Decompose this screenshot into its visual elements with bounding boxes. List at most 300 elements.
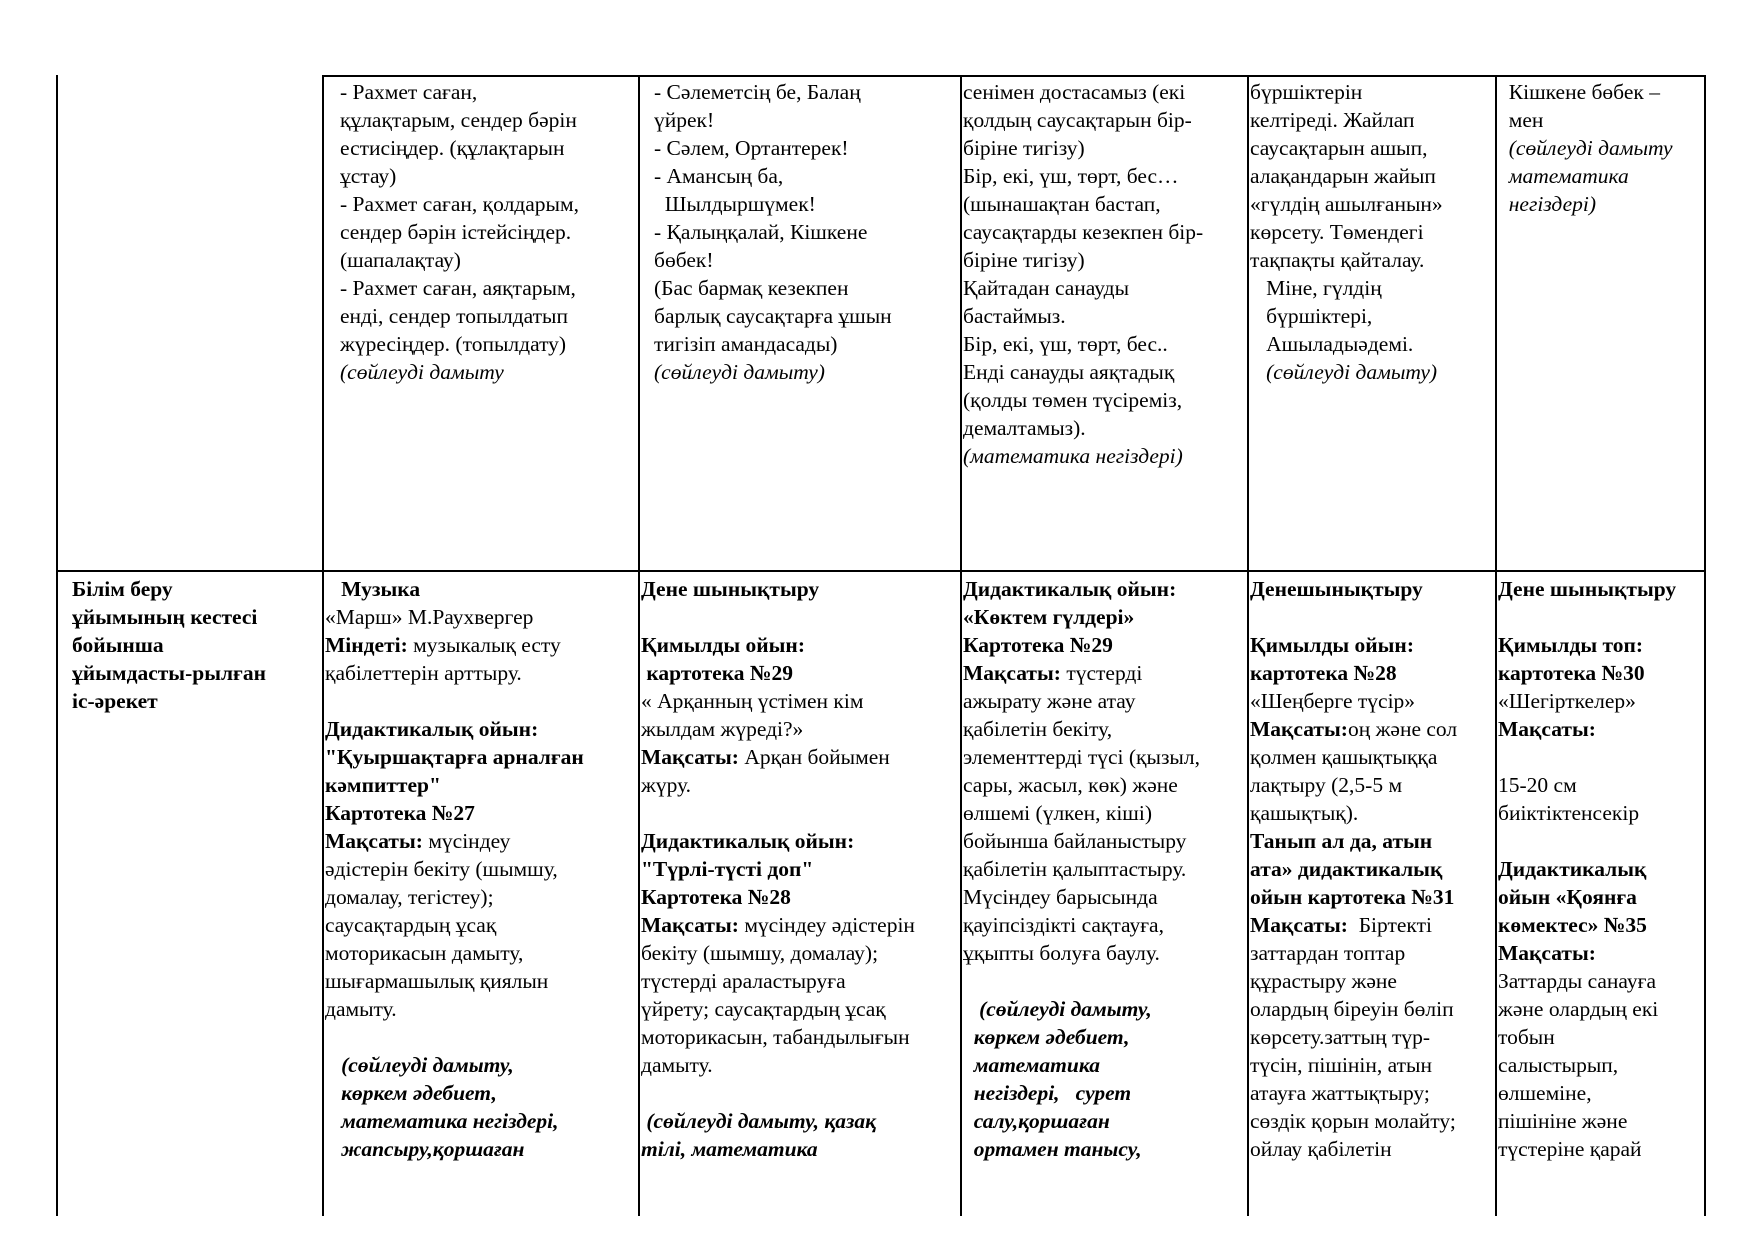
cell-line <box>325 603 636 631</box>
cell-line <box>72 687 318 715</box>
text-run: енді, сендер топылдатып <box>340 304 568 328</box>
cell-line <box>654 162 956 190</box>
cell-line <box>325 1079 636 1107</box>
cell-line <box>325 1135 636 1163</box>
cell-line <box>1250 659 1493 687</box>
text-run: Қимылды топ: <box>1498 633 1644 657</box>
cell-line <box>641 855 958 883</box>
cell-line <box>963 106 1245 134</box>
text-run: көмектес» №35 <box>1498 913 1647 937</box>
text-run: "Қуыршақтарға арналған <box>325 745 584 769</box>
cell-line <box>963 771 1245 799</box>
cell-line <box>1250 106 1493 134</box>
table-cell <box>1250 78 1493 566</box>
cell-line <box>1250 1107 1493 1135</box>
cell-line <box>1498 799 1702 827</box>
text-run: Ашыладыәдемі. <box>1250 332 1414 356</box>
text-run: әдістерін бекіту (шымшу, <box>325 857 558 881</box>
cell-line <box>1498 883 1702 911</box>
text-run: ұйымының кестесі <box>72 605 258 629</box>
cell-line <box>963 659 1245 687</box>
text-run: саусақтардың ұсақ <box>325 913 497 937</box>
text-run: (шапалақтау) <box>340 248 461 272</box>
text-run: біріне тигізу) <box>963 248 1085 272</box>
cell-line <box>1498 827 1702 855</box>
cell-line <box>963 1135 1245 1163</box>
text-run: сары, жасыл, көк) және <box>963 773 1178 797</box>
cell-line <box>963 883 1245 911</box>
text-run: салыстырып, <box>1498 1053 1619 1077</box>
cell-line <box>325 1051 636 1079</box>
text-run: ойлау қабілетін <box>1250 1137 1392 1161</box>
text-run: үйрек! <box>654 108 715 132</box>
text-run: тигізіп амандасады) <box>654 332 838 356</box>
text-run: математика <box>963 1053 1100 1077</box>
table-cell <box>1250 575 1493 1215</box>
text-run: кәмпиттер" <box>325 773 441 797</box>
cell-line <box>1250 190 1493 218</box>
cell-line <box>963 78 1245 106</box>
cell-line <box>1250 78 1493 106</box>
cell-line <box>325 659 636 687</box>
cell-line <box>1498 1051 1702 1079</box>
table-cell <box>1498 575 1702 1215</box>
text-run: іс-әрекет <box>72 689 158 713</box>
cell-line <box>1498 995 1702 1023</box>
table-cell <box>963 78 1245 566</box>
text-run: олардың біреуін бөліп <box>1250 997 1454 1021</box>
cell-line <box>963 687 1245 715</box>
cell-line <box>1498 575 1702 603</box>
text-run: түстеріне қарай <box>1498 1137 1642 1161</box>
cell-line <box>963 743 1245 771</box>
text-run: жүресіңдер. (топылдату) <box>340 332 567 356</box>
text-run: (сөйлеуді дамыту) <box>1250 360 1438 384</box>
cell-line <box>325 855 636 883</box>
text-run: «Марш» М.Раухвергер <box>325 605 534 629</box>
cell-line <box>963 442 1245 470</box>
text-run: Мақсаты: <box>641 745 739 769</box>
text-run: 15-20 см <box>1498 773 1577 797</box>
cell-line <box>654 302 956 330</box>
cell-line <box>325 939 636 967</box>
cell-line <box>1498 771 1702 799</box>
cell-line <box>1250 743 1493 771</box>
cell-line <box>641 967 958 995</box>
cell-line <box>641 659 958 687</box>
cell-line <box>963 190 1245 218</box>
text-run: мүсіндеу әдістерін <box>738 913 915 937</box>
cell-line <box>1250 274 1493 302</box>
cell-line <box>325 827 636 855</box>
cell-line <box>641 743 958 771</box>
cell-line <box>963 855 1245 883</box>
text-run: түстерді <box>1060 661 1143 685</box>
cell-line <box>340 134 634 162</box>
cell-line <box>340 78 634 106</box>
cell-line <box>1498 1135 1702 1163</box>
text-run: қабілетін қалыптастыру. <box>963 857 1187 881</box>
cell-line <box>1250 855 1493 883</box>
cell-line <box>1250 939 1493 967</box>
text-run: Міне, гүлдің <box>1250 276 1382 300</box>
text-run: - Амансың ба, <box>654 164 784 188</box>
table-cell <box>340 78 634 566</box>
cell-line <box>641 771 958 799</box>
cell-line <box>963 1079 1245 1107</box>
cell-line <box>1250 1079 1493 1107</box>
cell-line <box>641 827 958 855</box>
text-run: қолмен қашықтыққа <box>1250 745 1438 769</box>
text-run: Дене шынықтыру <box>641 577 820 601</box>
text-run: ата» дидактикалық <box>1250 857 1443 881</box>
text-run: Мүсіндеу барысында <box>963 885 1158 909</box>
text-run: барлық саусақтарға ұшын <box>654 304 892 328</box>
text-run: Шылдыршүмек! <box>654 192 816 216</box>
text-run: Заттарды санауға <box>1498 969 1656 993</box>
text-run: «Шегірткелер» <box>1498 689 1636 713</box>
cell-line <box>963 575 1245 603</box>
cell-line <box>1498 106 1702 134</box>
text-run: бойынша байланыстыру <box>963 829 1187 853</box>
text-run: сендер бәрін істейсіңдер. <box>340 220 572 244</box>
text-run: «Көктем гүлдері» <box>963 605 1135 629</box>
text-run: қолдың саусақтарын бір- <box>963 108 1192 132</box>
text-run: Мақсаты: <box>325 829 423 853</box>
text-run: үйрету; саусақтардың ұсақ <box>641 997 886 1021</box>
text-run: математика <box>1498 164 1629 188</box>
text-run: атауға жаттықтыру; <box>1250 1081 1430 1105</box>
cell-line <box>963 1051 1245 1079</box>
cell-line <box>654 330 956 358</box>
text-run: естисіңдер. (құлақтарын <box>340 136 565 160</box>
cell-line <box>1250 687 1493 715</box>
text-run: «гүлдің ашылғанын» <box>1250 192 1443 216</box>
cell-line <box>340 274 634 302</box>
text-run: тақпақты қайталау. <box>1250 248 1425 272</box>
cell-line <box>340 218 634 246</box>
text-run: негіздері) <box>1498 192 1596 216</box>
cell-line <box>1498 659 1702 687</box>
text-run: ойын картотека №31 <box>1250 885 1455 909</box>
text-run: Мақсаты: <box>963 661 1061 685</box>
cell-line <box>1498 715 1702 743</box>
cell-line <box>641 715 958 743</box>
cell-line <box>1250 715 1493 743</box>
text-run: саусақтарын ашып, <box>1250 136 1428 160</box>
text-run: ортамен танысу, <box>963 1137 1142 1161</box>
text-run: Денешынықтыру <box>1250 577 1423 601</box>
text-run: Дене шынықтыру <box>1498 577 1677 601</box>
text-run: моторикасын, табандылығын <box>641 1025 910 1049</box>
table-cell <box>1498 78 1702 566</box>
text-run: Дидактикалық ойын: <box>325 717 539 741</box>
cell-line <box>963 939 1245 967</box>
cell-line <box>325 995 636 1023</box>
text-run: көркем әдебиет, <box>963 1025 1130 1049</box>
text-run: шығармашылық қиялын <box>325 969 549 993</box>
column-divider-1 <box>322 75 324 1216</box>
cell-line <box>340 330 634 358</box>
table-border-top <box>322 75 1706 77</box>
text-run: - Рахмет саған, аяқтарым, <box>340 276 576 300</box>
cell-line <box>963 631 1245 659</box>
text-run: негіздері, сурет <box>963 1081 1132 1105</box>
cell-line <box>963 715 1245 743</box>
text-run: ұқыпты болуға баулу. <box>963 941 1160 965</box>
cell-line <box>963 414 1245 442</box>
text-run: (Бас бармақ кезекпен <box>654 276 849 300</box>
cell-line <box>340 246 634 274</box>
cell-line <box>963 1107 1245 1135</box>
cell-line <box>1250 218 1493 246</box>
cell-line <box>325 799 636 827</box>
cell-line <box>325 911 636 939</box>
cell-line <box>1498 855 1702 883</box>
text-run: Мақсаты: <box>1250 913 1348 937</box>
text-run: картотека №28 <box>1250 661 1397 685</box>
cell-line <box>1250 799 1493 827</box>
cell-line <box>641 1023 958 1051</box>
cell-line <box>1498 603 1702 631</box>
text-run: өлшеміне, <box>1498 1081 1592 1105</box>
text-run: сенімен достасамыз (екі <box>963 80 1186 104</box>
cell-line <box>1498 743 1702 771</box>
cell-line <box>963 162 1245 190</box>
text-run: біріне тигізу) <box>963 136 1085 160</box>
text-run: «Шеңберге түсір» <box>1250 689 1416 713</box>
text-run: Мақсаты: <box>1498 717 1596 741</box>
cell-line <box>340 190 634 218</box>
cell-line <box>1250 1023 1493 1051</box>
text-run: көрсету.заттың түр- <box>1250 1025 1431 1049</box>
text-run: жүру. <box>641 773 692 797</box>
cell-line <box>325 1023 636 1051</box>
table-cell <box>654 78 956 566</box>
cell-line <box>1250 827 1493 855</box>
cell-line <box>641 1051 958 1079</box>
cell-line <box>325 687 636 715</box>
text-run: тілі, математика <box>641 1137 818 1161</box>
cell-line <box>963 911 1245 939</box>
cell-line <box>325 883 636 911</box>
text-run: дамыту. <box>641 1053 713 1077</box>
cell-line <box>963 246 1245 274</box>
cell-line <box>1498 939 1702 967</box>
cell-line <box>1498 1107 1702 1135</box>
text-run: сөздік қорын молайту; <box>1250 1109 1456 1133</box>
table-cell <box>641 575 958 1215</box>
text-run: қашықтық). <box>1250 801 1359 825</box>
text-run: (сөйлеуді дамыту, <box>325 1053 514 1077</box>
column-divider-4 <box>1247 75 1249 1216</box>
cell-line <box>1250 883 1493 911</box>
cell-line <box>963 995 1245 1023</box>
cell-line <box>325 771 636 799</box>
text-run: бойынша <box>72 633 164 657</box>
cell-line <box>1250 302 1493 330</box>
text-run: - Қалыңқалай, Кішкене <box>654 220 868 244</box>
cell-line <box>641 799 958 827</box>
text-run: жылдам жүреді?» <box>641 717 804 741</box>
cell-line <box>325 715 636 743</box>
text-run: (математика негіздері) <box>963 444 1183 468</box>
table-cell <box>72 575 318 1215</box>
text-run: қабілеттерін арттыру. <box>325 661 522 685</box>
cell-line <box>963 603 1245 631</box>
cell-line <box>1250 771 1493 799</box>
text-run: картотека №30 <box>1498 661 1645 685</box>
text-run: қабілетін бекіту, <box>963 717 1113 741</box>
cell-line <box>340 162 634 190</box>
text-run: Мақсаты: <box>641 913 739 937</box>
cell-line <box>963 330 1245 358</box>
text-run: музыкалық есту <box>407 633 561 657</box>
text-run: Міндеті: <box>325 633 408 657</box>
text-run: Дидактикалық <box>1498 857 1647 881</box>
text-run: ойын «Қоянға <box>1498 885 1637 909</box>
text-run: оң және сол <box>1347 717 1458 741</box>
text-run: Біртекті <box>1347 913 1432 937</box>
cell-line <box>1250 1135 1493 1163</box>
text-run: картотека №29 <box>641 661 794 685</box>
text-run: түсін, пішінін, атын <box>1250 1053 1432 1077</box>
cell-line <box>1250 1051 1493 1079</box>
cell-line <box>1250 995 1493 1023</box>
cell-line <box>72 575 318 603</box>
cell-line <box>1250 134 1493 162</box>
text-run: (сөйлеуді дамыту, <box>963 997 1152 1021</box>
text-run: Кішкене бөбек – <box>1498 80 1660 104</box>
text-run: Бір, екі, үш, төрт, бес.. <box>963 332 1168 356</box>
text-run: математика негіздері, <box>325 1109 559 1133</box>
text-run: мен <box>1498 108 1544 132</box>
cell-line <box>1498 1079 1702 1107</box>
cell-line <box>1498 78 1702 106</box>
text-run: бөбек! <box>654 248 714 272</box>
text-run: « Арқанның үстімен кім <box>641 689 864 713</box>
cell-line <box>641 939 958 967</box>
cell-line <box>963 134 1245 162</box>
text-run: түстерді араластыруға <box>641 969 846 993</box>
text-run: (шынашақтан бастап, <box>963 192 1161 216</box>
cell-line <box>1250 162 1493 190</box>
cell-line <box>340 358 634 386</box>
cell-line <box>963 1023 1245 1051</box>
cell-line <box>1498 911 1702 939</box>
text-run: Картотека №28 <box>641 885 791 909</box>
row-divider <box>56 570 1706 572</box>
cell-line <box>1498 162 1702 190</box>
text-run: тобын <box>1498 1025 1555 1049</box>
text-run: Танып ал да, атын <box>1250 829 1433 853</box>
text-run: Қимылды ойын: <box>641 633 805 657</box>
text-run: Бір, екі, үш, төрт, бес… <box>963 164 1179 188</box>
cell-line <box>325 743 636 771</box>
text-run: ұйымдасты-рылған <box>72 661 266 685</box>
text-run: домалау, тегістеу); <box>325 885 494 909</box>
text-run: - Рахмет саған, <box>340 80 478 104</box>
cell-line <box>1498 687 1702 715</box>
cell-line <box>641 883 958 911</box>
cell-line <box>1498 190 1702 218</box>
cell-line <box>641 995 958 1023</box>
table-border-left <box>56 75 58 1216</box>
cell-line <box>72 631 318 659</box>
text-run: Картотека №29 <box>963 633 1113 657</box>
text-run: ажырату және атау <box>963 689 1136 713</box>
text-run: алақандарын жайып <box>1250 164 1436 188</box>
text-run: бастаймыз. <box>963 304 1066 328</box>
cell-line <box>654 274 956 302</box>
column-divider-2 <box>638 75 640 1216</box>
text-run: (сөйлеуді дамыту) <box>654 360 825 384</box>
cell-line <box>963 386 1245 414</box>
cell-line <box>325 967 636 995</box>
column-divider-5 <box>1495 75 1497 1216</box>
text-run: бүршіктерін <box>1250 80 1363 104</box>
text-run: пішініне және <box>1498 1109 1628 1133</box>
cell-line <box>963 218 1245 246</box>
text-run: элементтерді түсі (қызыл, <box>963 745 1200 769</box>
cell-line <box>340 106 634 134</box>
text-run: - Сәлем, Ортантерек! <box>654 136 849 160</box>
text-run: өлшемі (үлкен, кіші) <box>963 801 1152 825</box>
text-run: лақтыру (2,5-5 м <box>1250 773 1403 797</box>
text-run: Енді санауды аяқтадық <box>963 360 1175 384</box>
table-cell <box>62 78 316 566</box>
text-run: Картотека №27 <box>325 801 475 825</box>
cell-line <box>1250 330 1493 358</box>
text-run: (сөйлеуді дамыту <box>340 360 504 384</box>
column-divider-3 <box>960 75 962 1216</box>
cell-line <box>641 911 958 939</box>
cell-line <box>963 274 1245 302</box>
cell-line <box>654 78 956 106</box>
cell-line <box>1250 575 1493 603</box>
cell-line <box>1250 911 1493 939</box>
text-run: Дидактикалық ойын: <box>641 829 855 853</box>
text-run: Мақсаты: <box>1250 717 1348 741</box>
text-run: Білім беру <box>72 577 173 601</box>
text-run: бекіту (шымшу, домалау); <box>641 941 879 965</box>
cell-line <box>325 575 636 603</box>
text-run: көркем әдебиет, <box>325 1081 497 1105</box>
table-cell <box>325 575 636 1215</box>
cell-line <box>1250 603 1493 631</box>
cell-line <box>963 799 1245 827</box>
text-run: заттардан топтар <box>1250 941 1406 965</box>
cell-line <box>1250 967 1493 995</box>
cell-line <box>641 1107 958 1135</box>
cell-line <box>641 1135 958 1163</box>
text-run: саусақтарды кезекпен бір- <box>963 220 1204 244</box>
cell-line <box>72 603 318 631</box>
text-run: бүршіктері, <box>1250 304 1373 328</box>
cell-line <box>654 134 956 162</box>
cell-line <box>654 246 956 274</box>
text-run: - Рахмет саған, қолдарым, <box>340 192 579 216</box>
cell-line <box>1498 1023 1702 1051</box>
text-run: және олардың екі <box>1498 997 1659 1021</box>
cell-line <box>641 687 958 715</box>
text-run: демалтамыз). <box>963 416 1086 440</box>
cell-line <box>641 1079 958 1107</box>
text-run: дамыту. <box>325 997 397 1021</box>
cell-line <box>1250 246 1493 274</box>
text-run: мүсіндеу <box>422 829 511 853</box>
table-cell <box>963 575 1245 1215</box>
